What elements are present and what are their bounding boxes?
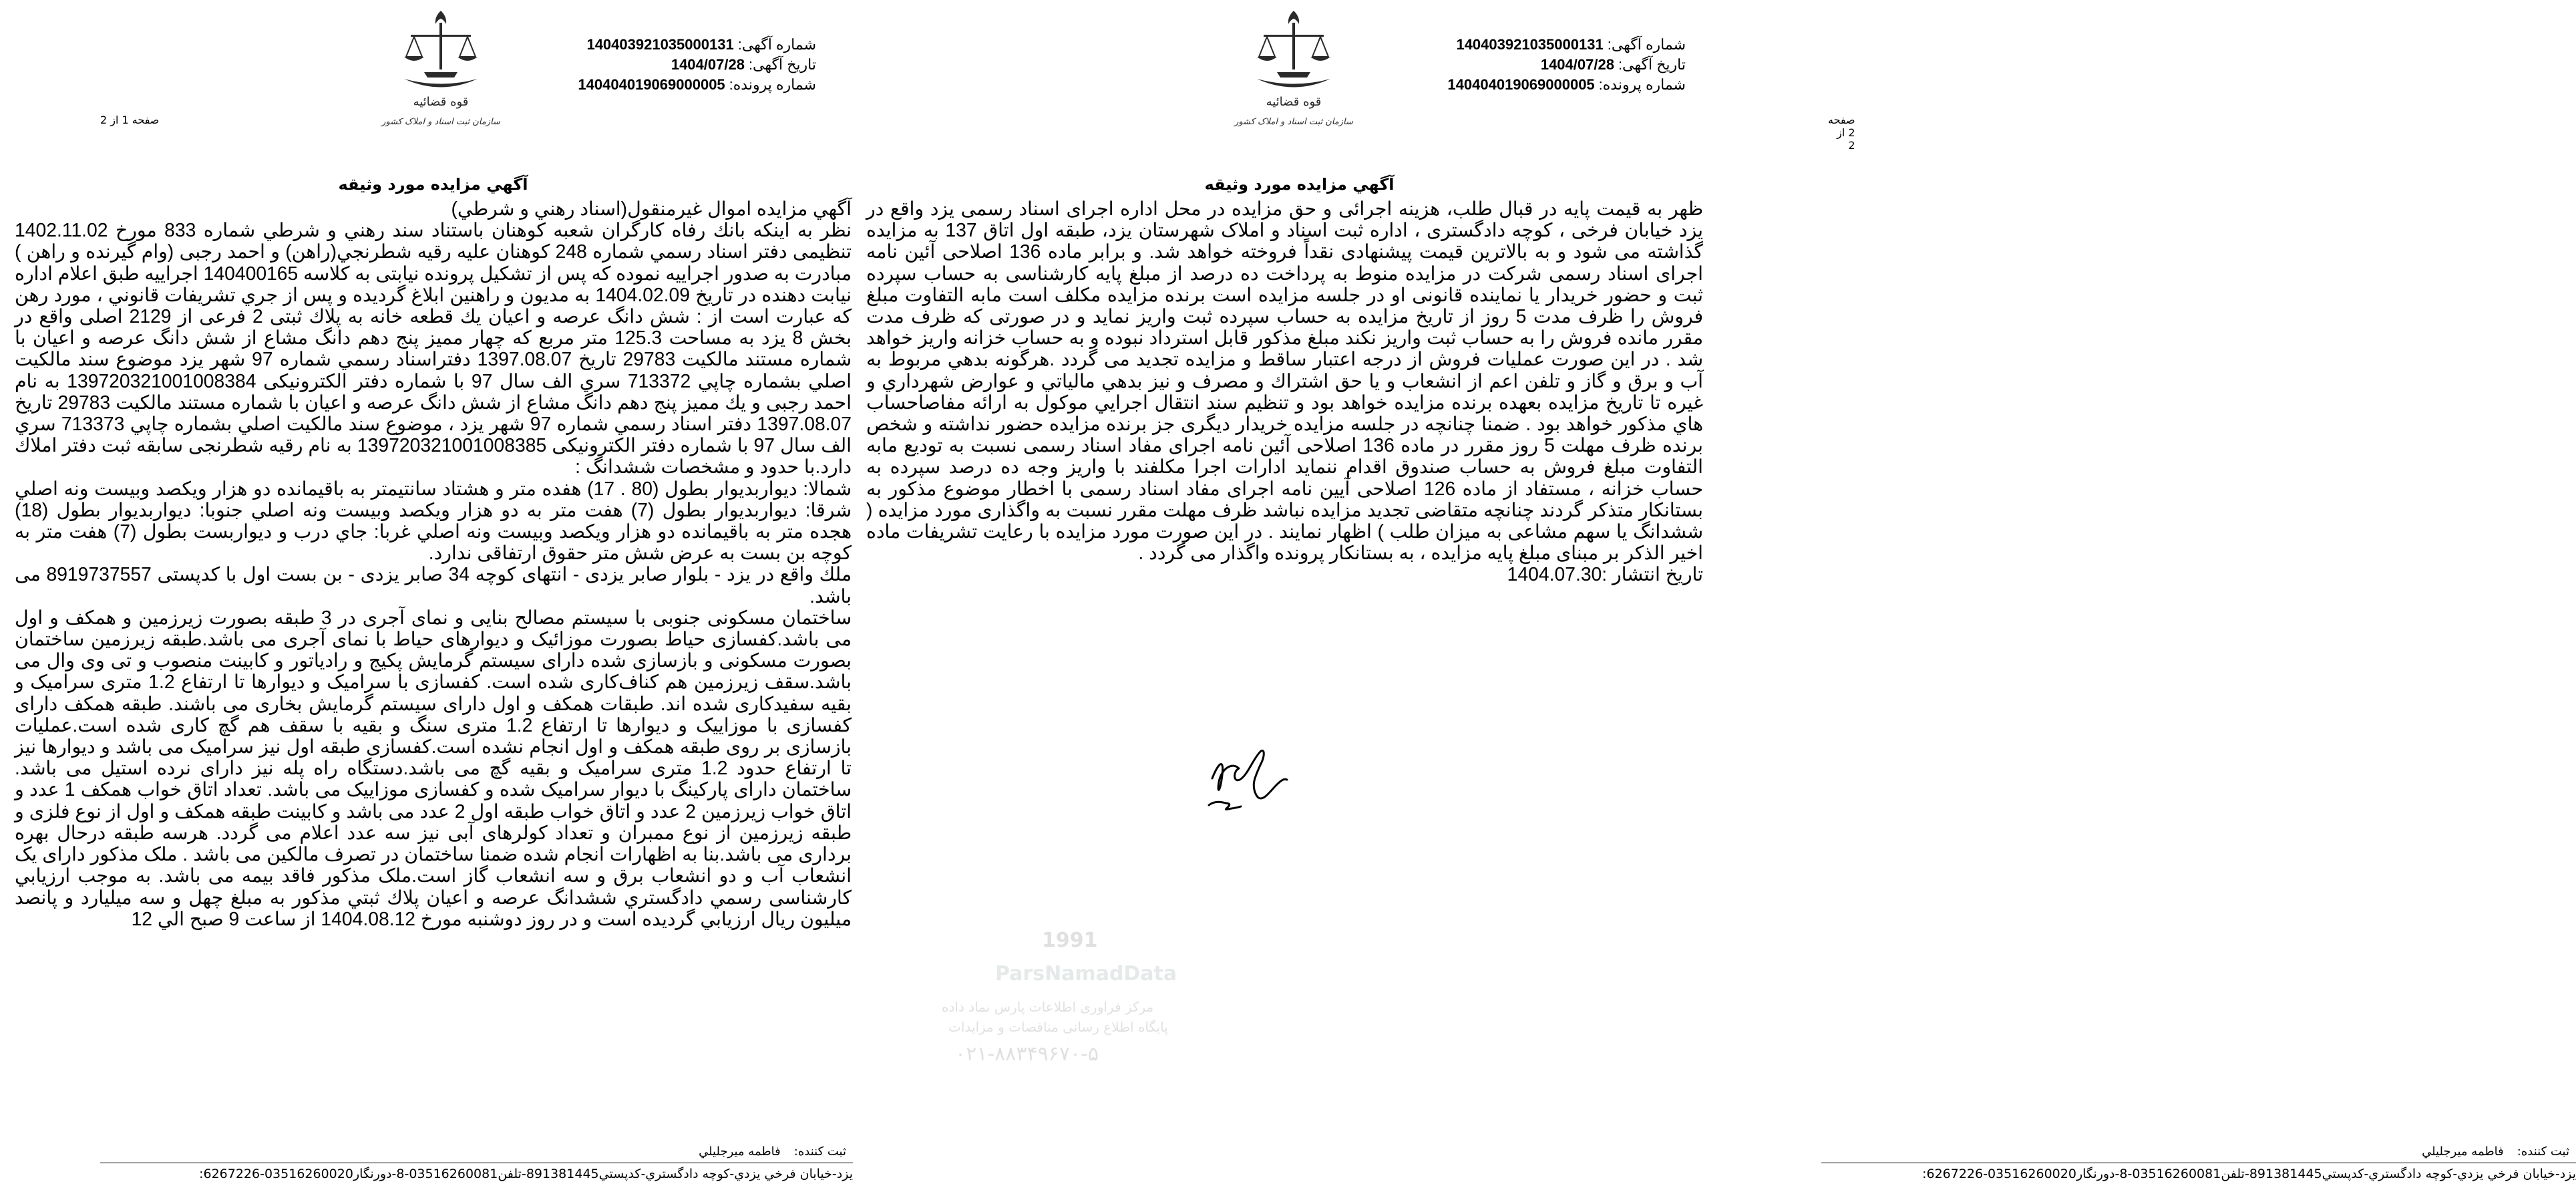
notice-body <box>866 198 1703 585</box>
ad-date: 1404/07/28 <box>671 56 745 73</box>
watermark-line1: مركز فراوری اطلاعات پارس نماد داده <box>942 999 1154 1015</box>
org-caption: سازمان ثبت اسناد و املاک کشور <box>1234 117 1353 127</box>
file-number-label: شماره پرونده: <box>1598 76 1686 93</box>
registrar-name: فاطمه ميرجليلي <box>2422 1145 2504 1159</box>
registrar-label: ثبت كننده: <box>2517 1145 2569 1159</box>
ad-meta <box>578 35 816 95</box>
ad-meta <box>1447 35 1686 95</box>
ad-date: 1404/07/28 <box>1540 56 1614 73</box>
emblem-caption: قوه قضائیه <box>1266 95 1322 109</box>
file-number: 140404019069000005 <box>578 76 725 93</box>
notice-text: آگهي مزايده اموال غيرمنقول(اسناد رهني و شرطي) نظر به اينكه بانك رفاه كارگران شعبه كوهنان باستناد سند رهني و شرطي شماره 833 مورخ 1402.11.02 تنظيمی دفتر اسناد رسمي شماره 248 كوهنان عليه رقيه شطرنجي(راهن) و احمد رجبی (وام گيرنده و راهن ) مبادرت به صدور اجراييه نموده كه پس از تشكيل پرونده نيابتی به كلاسه 140400165 اجراييه طبق اعلام اداره نيابت دهنده در تاريخ 1404.02.09 به مديون و راهنين ابلاغ گرديده و پس از جري تشريفات قانوني ، مورد رهن كه عبارت است از : شش دانگ عرصه و اعيان يك قطعه خانه به پلاك ثبتی 2 فرعی از 2129 اصلی واقع در بخش 8 يزد به مساحت 125.3 متر مربع كه چهار مميز پنج دهم دانگ مشاع از شش دانگ عرصه و اعيان با شماره مستند مالكيت 29783 تاريخ 1397.08.07 دفتراسناد رسمي شماره 97 شهر يزد موضوع سند مالكيت اصلي بشماره چاپي 713372 سري الف سال 97 با شماره دفتر الكترونيكی 139720321001008384 به نام احمد رجبی و يك مميز پنج دهم دانگ مشاع از شش دانگ عرصه و اعيان با شماره مستند مالكيت 29783 تاريخ 1397.08.07 دفتر اسناد رسمي شماره 97 شهر يزد ، موضوع سند مالكيت اصلي بشماره چاپي 713373 سري الف سال 97 با شماره دفتر الكترونيكی 139720321001008385 به نام رقيه شطرنجی سابقه ثبت دفتر املاك دارد.با حدود و مشخصات ششدانگ : شمالا: ديواربديوار بطول (80 . 17) هفده متر و هشتاد سانتيمتر به باقيمانده دو هزار ويكصد وبيست ونه اصلي شرقا: ديواربديوار بطول (7) هفت متر به دو هزار ويكصد وبيست ونه اصلي جنوبا: ديواربديوار بطول (18) هجده متر به باقيمانده دو هزار ويكصد وبيست ونه اصلي غربا: جاي درب و ديواربست بطول (7) هفت متر به كوچه بن بست به عرض شش متر حقوق ارتفاقی ندارد. ملك واقع در يزد - بلوار صابر يزدی - انتهای كوچه 34 صابر يزدی - بن بست اول با كدپستی 8919737557 می باشد. ساختمان مسكونی جنوبی با سيستم مصالح بنايی و نمای آجری در 3 طبقه بصورت زيرزمين و همكف و اول می باشد.كفسازی حياط بصورت موزائيک و ديوارهای حياط با نمای آجری می باشد.طبقه زيرزمين ساختمان بصورت مسكونی و بازسازی شده دارای سيستم گرمايش پكيج و رادياتور و كابينت منصوب و تی وی وال می باشد.سقف زيرزمين هم كناف‌كاری شده است. كفسازی با سراميک و ديوارها تا ارتفاع 1.2 متری سراميک و بقيه سفيدكاری شده اند. طبقات همكف و اول دارای سيستم گرمايش بخاری می باشند. طبقه همكف دارای كفسازی با موزاييک و ديوارها تا ارتفاع 1.2 متری سنگ و بقيه با سقف هم گچ كاری شده است.عمليات بازسازی بر روی طبقه همكف و اول انجام نشده است.كفسازی طبقه اول نيز سراميک می باشد و ديوارها نيز تا ارتفاع حدود 1.2 متری سراميک و بقيه گچ می باشد.دستگاه راه پله نيز دارای نرده استيل می باشد. ساختمان دارای پاركينگ با ديوار سراميک شده و كفسازی موزاييک می باشد. تعداد اتاق خواب همكف 1 عدد و اتاق خواب زيرزمين 2 عدد و اتاق خواب طبقه اول 2 عدد می باشد و كابينت طبقه همكف و اول از نوع فلزی و طبقه زيرزمين از نوع ممبران و تعداد كولرهای آبی نيز سه عدد اعلام می گردد. هرسه طبقه درحال بهره برداری می باشد.بنا به اظهارات انجام شده ضمنا ساختمان در تصرف مالكين می باشد . ملک مذكور دارای يک انشعاب آب و دو انشعاب برق و سه انشعاب گاز است.ملک مذكور فاقد بيمه می باشد. به موجب ارزيابي كارشناسی رسمي دادگستري ششدانگ عرصه و اعيان پلاك ثبتي مذكور به مبلغ چهل و سه ميليارد و پانصد ميليون ريال ارزيابي گرديده است و در روز دوشنبه مورخ 1404.08.12 از ساعت 9 صبح الي 12 <box>15 198 852 929</box>
watermark-year: 1991 <box>1042 929 1098 952</box>
ad-date-label: تاریخ آگهی: <box>1618 56 1686 73</box>
ad-number-label: شماره آگهی: <box>737 36 816 53</box>
page-1 <box>0 0 866 1200</box>
judiciary-emblem-icon <box>381 5 500 146</box>
watermark-site: ParsNamadData <box>995 962 1177 986</box>
file-number: 140404019069000005 <box>1447 76 1595 93</box>
footer <box>100 1144 853 1182</box>
watermark-line2: پايگاه اطلاع رسانی مناقصات و مزايدات <box>948 1019 1168 1035</box>
ad-number: 140403921035000131 <box>1456 36 1604 53</box>
ad-date-label: تاریخ آگهی: <box>748 56 816 73</box>
ad-number: 140403921035000131 <box>586 36 734 53</box>
file-number-label: شماره پرونده: <box>729 76 816 93</box>
footer-address: يزد-خيابان فرخي يزدي-كوچه دادگستري-كدپستي891381445-تلفن03516260081-8-دورنگار03516260020-6267226: <box>1922 1167 2576 1181</box>
footer-address: يزد-خيابان فرخي يزدي-كوچه دادگستري-كدپستي891381445-تلفن03516260081-8-دورنگار03516260020-6267226: <box>199 1167 853 1181</box>
signature-icon <box>1195 732 1329 832</box>
watermark <box>928 922 1177 1076</box>
org-caption: سازمان ثبت اسناد و املاک کشور <box>381 117 500 127</box>
judiciary-emblem-icon <box>1234 5 1353 146</box>
emblem-caption: قوه قضائیه <box>413 95 469 109</box>
ad-number-label: شماره آگهی: <box>1607 36 1686 53</box>
page-number: صفحه 1 از 2 <box>100 114 160 126</box>
registrar-name: فاطمه ميرجليلي <box>699 1145 781 1159</box>
watermark-phone: ۰۲۱-۸۸۳۴۹۶۷۰-۵ <box>955 1042 1099 1066</box>
registrar-label: ثبت كننده: <box>793 1145 846 1159</box>
page-number: صفحه 2 از 2 <box>1827 114 1855 152</box>
page-title: آگهي مزايده مورد وثيقه <box>338 175 528 194</box>
notice-text: ظهر به قيمت پايه در قبال طلب، هزينه اجرائی و حق مزايده در محل اداره اجرای اسناد رسمی يزد واقع در يزد خيابان فرخی ، كوچه دادگستری ، اداره ثبت اسناد و املاک شهرستان يزد، طبقه اول اتاق 137 به مزايده گذاشته می شود و به بالاترين قيمت پيشنهادی نقداً فروخته خواهد شد. و برابر ماده 136 اصلاحی آئين نامه اجرای اسناد رسمی شركت در مزايده منوط به پرداخت ده درصد از مبلغ پايه كارشناسی به حساب سپرده ثبت و حضور خريدار يا نماينده قانونی او در جلسه مزايده است برنده مزايده مكلف است مابه التفاوت مبلغ فروش را ظرف مدت 5 روز از تاريخ مزايده به حساب سپرده ثبت واريز نمايد و در صورتی كه ظرف مدت مقرر مانده فروش را به حساب ثبت واريز نكند مبلغ مذكور قابل استرداد نبوده و به حساب خزانه واريز خواهد شد . در اين صورت عمليات فروش از درجه اعتبار ساقط و مزايده تجديد می گردد .هرگونه بدهي مربوط به آب و برق و گاز و تلفن اعم از انشعاب و يا حق اشتراك و مصرف و نيز بدهي مالياتي و عوارض شهرداري و غيره تا تاريخ مزايده بعهده برنده مزايده خواهد بود و تنظيم سند انتقال اجرايي موكول به ارائه مفاصاحساب هاي مذكور خواهد بود . ضمنا چنانچه در جلسه مزايده خريدار ديگری جز برنده مزايده حضور نداشته و شخص برنده ظرف مهلت 5 روز مقرر در ماده 136 اصلاحی آئين نامه اجرای مفاد اسناد رسمی نسبت به توديع مابه التفاوت مبلغ فروش به حساب صندوق اقدام ننمايد ادارات اجرا مكلفند با واريز وجه ده درصد سپرده به حساب خزانه ، مستفاد از ماده 126 اصلاحی آيين نامه اجرای مفاد اسناد رسمی با اخطار موضوع مذكور به بستانكار متذكر گردند چنانچه متقاضی تجديد مزايده نباشد ظرف مهلت مقرر نسبت به واگذاری مورد مزايده ( ششدانگ يا سهم مشاعی به ميزان طلب ) اظهار نمايند . در اين صورت مورد مزايده با رعايت تشريفات ماده اخير الذكر بر مبنای مبلغ پايه مزايده ، به بستانكار پرونده واگذار می گردد . تاريخ انتشار :1404.07.30 <box>866 198 1704 585</box>
page-title: آگهي مزايده مورد وثيقه <box>1204 175 1395 194</box>
footer <box>1821 1144 2576 1182</box>
notice-body <box>15 198 852 929</box>
